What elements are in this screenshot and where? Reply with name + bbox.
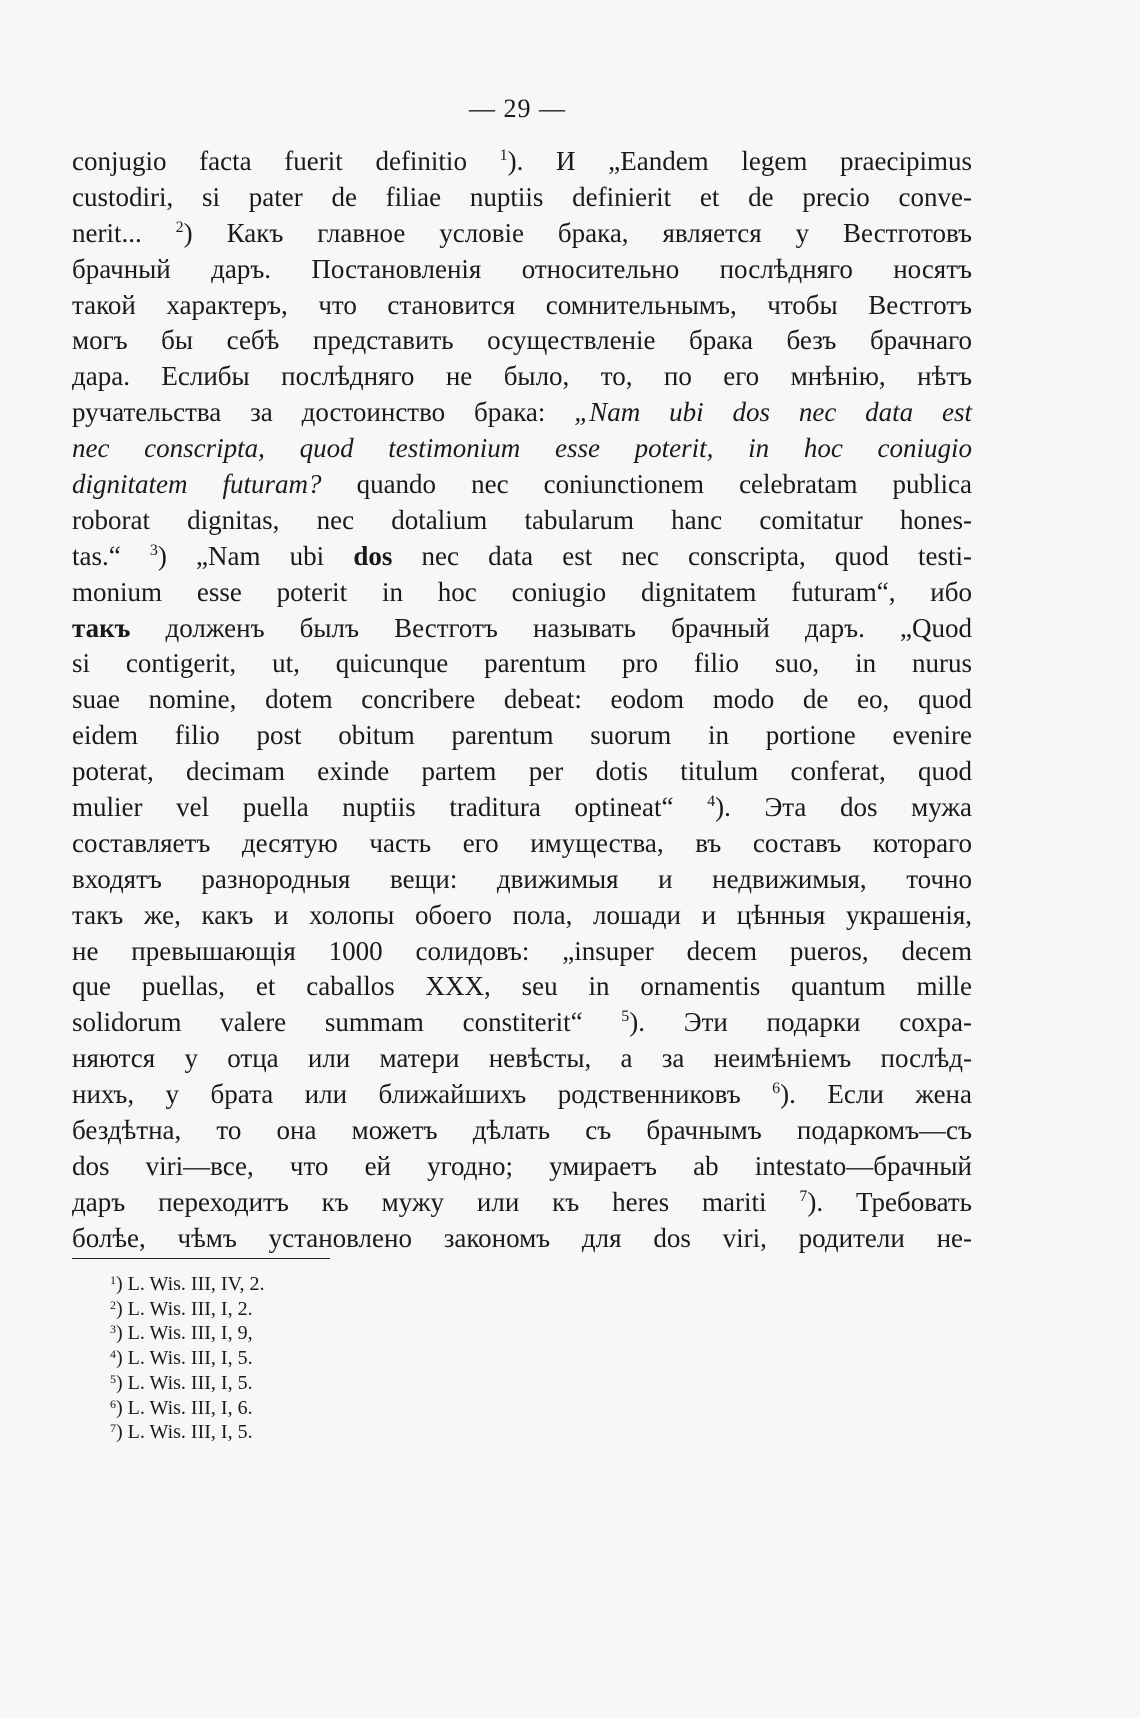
footnote-mark: 3 <box>110 1322 116 1337</box>
text-line: conjugio facta fuerit definitio $^1$). И „Eandem legem praecipimus <box>72 146 972 176</box>
italic-quote: „Nam ubi dos nec data est <box>574 397 973 428</box>
footnote: $^4$) L. Wis. III, I, 5. <box>110 1347 253 1370</box>
footnote-mark: 2 <box>110 1297 116 1312</box>
text-line: не превышающія 1000 солидовъ: „insuper decem pueros, decem <box>72 935 972 966</box>
footnote-mark: 4 <box>110 1347 116 1362</box>
text-line: могъ бы себѣ представить осуществленіе брака безъ брачнаго <box>72 325 972 356</box>
footnotes-list <box>110 1272 264 1445</box>
footnote-divider <box>72 1258 330 1259</box>
footnote-ref: 1 <box>499 147 508 164</box>
footnote-mark: 1 <box>110 1273 116 1287</box>
italic-quote: dignitatem futuram? <box>72 469 322 500</box>
footnote: $^2$) L. Wis. III, I, 2. <box>110 1297 253 1320</box>
text-line: dignitatem futuram? quando nec coniunctionem celebratam publica <box>72 469 972 500</box>
text-line: такъ долженъ былъ Вестготъ называть брачный даръ. „Quod <box>72 612 972 643</box>
text-line: tas.“ $^3$) „Nam ubi dos nec data est nec conscripta, quod testi- <box>72 540 972 571</box>
footnote: $^1$) L. Wis. III, IV, 2. <box>110 1273 265 1295</box>
footnote: $^5$) L. Wis. III, I, 5. <box>110 1371 253 1394</box>
text-line: si contigerit, ut, quicunque parentum pro filio suo, in nurus <box>72 648 972 679</box>
bold-word: dos <box>353 540 393 571</box>
text-line: входятъ разнородныя вещи: движимыя и недвижимыя, точно <box>72 863 972 894</box>
text-line: болѣе, чѣмъ установлено закономъ для dos viri, родители не- <box>72 1222 972 1253</box>
text-line: нихъ, у брата или ближайшихъ родственниковъ $^6$). Если жена <box>72 1079 972 1110</box>
footnote: $^6$) L. Wis. III, I, 6. <box>110 1396 253 1419</box>
text-line: даръ переходитъ къ мужу или къ heres mariti $^7$). Требовать <box>72 1186 973 1217</box>
footnote-ref: 4 <box>707 793 716 811</box>
text-line: roborat dignitas, nec dotalium tabularum hanc comitatur hones- <box>72 504 972 535</box>
text-line: nerit... $^2$) Какъ главное условіе брака, является у Вестготовъ <box>72 217 972 248</box>
text-line: nec conscripta, quod testimonium esse poterit, in hoc coniugio <box>72 433 972 464</box>
text-line: ручательства за достоинство брака: „Nam ubi dos nec data est <box>72 397 973 428</box>
text-line: няются у отца или матери невѣсты, а за неимѣніемъ послѣд- <box>72 1043 972 1074</box>
text-line: такъ же, какъ и холопы обоего пола, лошади и цѣнныя украшенія, <box>72 899 972 930</box>
footnote-mark: 6 <box>110 1396 116 1411</box>
text-line: такой характеръ, что становится сомнительнымъ, чтобы Вестготъ <box>72 289 972 320</box>
text-line: eidem filio post obitum parentum suorum in portione evenire <box>72 720 972 751</box>
footnote-ref: 7 <box>799 1187 808 1205</box>
footnote-mark: 7 <box>110 1421 116 1436</box>
text-line: poterat, decimam exinde partem per dotis titulum conferat, quod <box>72 756 972 787</box>
footnote-ref: 6 <box>772 1080 781 1098</box>
text-line: que puellas, et caballos XXX, seu in ornamentis quantum mille <box>72 971 972 1002</box>
text-line: mulier vel puella nuptiis traditura optineat“ $^4$). Эта dos мужа <box>72 792 972 823</box>
text-line: custodiri, si pater de filiae nuptiis definierit et de precio conve- <box>72 181 972 212</box>
footnote-ref: 2 <box>175 218 184 236</box>
bold-word: такъ <box>72 612 131 643</box>
text-line: бездѣтна, то она можетъ дѣлать съ брачнымъ подаркомъ—съ <box>72 1115 972 1146</box>
body-text <box>72 144 972 1257</box>
footnote: $^7$) L. Wis. III, I, 5. <box>110 1421 253 1444</box>
text-line: suae nomine, dotem concribere debeat: eodom modo de eo, quod <box>72 684 972 715</box>
text-line: дара. Еслибы послѣдняго не было, то, по его мнѣнію, нѣтъ <box>72 361 972 392</box>
footnote-mark: 5 <box>110 1371 116 1386</box>
text-line: составляетъ десятую часть его имущества, въ составъ котораго <box>72 827 972 858</box>
text-line: брачный даръ. Постановленія относительно послѣдняго носятъ <box>72 253 972 284</box>
page-number: — 29 — <box>469 94 566 123</box>
text-line: monium esse poterit in hoc coniugio dignitatem futuram“, ибо <box>72 576 972 607</box>
text-line: dos viri—все, что ей угодно; умираетъ ab intestato—брачный <box>72 1150 972 1181</box>
footnote-ref: 5 <box>621 1008 630 1026</box>
footnote-ref: 3 <box>149 541 158 559</box>
text-line: solidorum valere summam constiterit“ $^5$). Эти подарки сохра- <box>72 1007 972 1038</box>
footnote: $^3$) L. Wis. III, I, 9, <box>110 1322 253 1345</box>
